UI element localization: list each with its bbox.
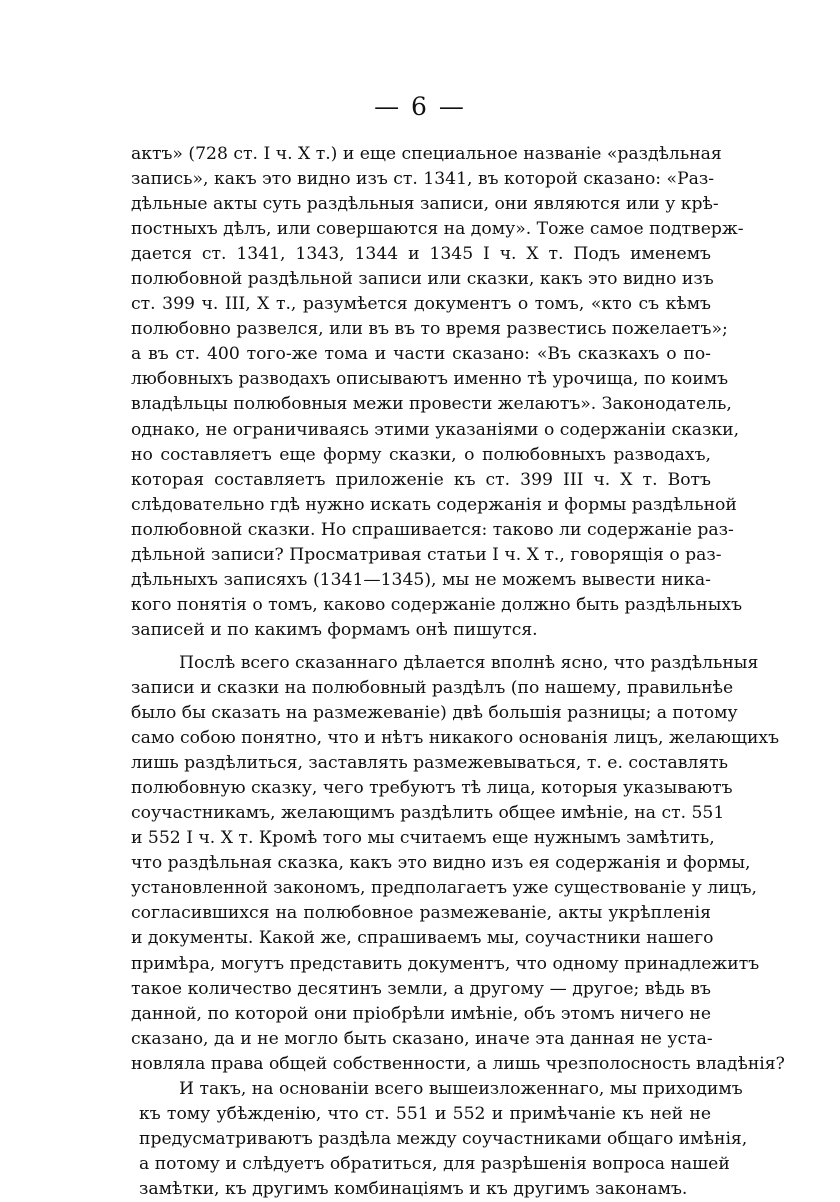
text-line: любовныхъ разводахъ описываютъ именно тѣ урочища, по коимъ [131,369,729,390]
text-line: ст. 399 ч. III, X т., разумѣется документъ о томъ, «кто съ кѣмъ [131,294,711,315]
text-line: замѣтки, къ другимъ комбинаціямъ и къ другимъ законамъ. [139,1178,688,1199]
text-line: дается ст. 1341, 1343, 1344 и 1345 I ч. X т. Подъ именемъ [131,244,711,265]
page-number: — 6 — [374,92,466,121]
text-line: лишь раздѣлиться, заставлять размежевываться, т. е. составлять [131,753,729,774]
text-line: постныхъ дѣлъ, или совершаются на дому». Тоже самое подтверж- [131,219,744,240]
text-line: соучастникамъ, желающимъ раздѣлить общее имѣніе, на ст. 551 [131,803,725,824]
text-line: сказано, да и не могло быть сказано, иначе эта данная не уста- [131,1028,713,1049]
text-line: записей и по какимъ формамъ онѣ пишутся. [131,619,538,640]
text-line: дѣльной записи? Просматривая статьи I ч. X т., говорящія о раз- [131,544,722,565]
text-line: новляла права общей собственности, а лишь чрезполосность владѣнія? [131,1053,785,1074]
text-line: запись», какъ это видно изъ ст. 1341, въ которой сказано: «Раз- [131,169,715,190]
text-line: дѣльныхъ записяхъ (1341—1345), мы не можемъ вывести ника- [131,569,711,590]
text-line: согласившихся на полюбовное размежеваніе, акты укрѣпленія [131,903,711,924]
text-line: слѣдовательно гдѣ нужно искать содержанія и формы раздѣльной [131,494,737,515]
text-line: однако, не ограничиваясь этими указаніями о содержаніи сказки, [131,419,740,440]
text-line: къ тому убѣжденію, что ст. 551 и 552 и примѣчаніе къ ней не [139,1103,711,1124]
text-line: дѣльные акты суть раздѣльныя записи, они являются или у крѣ- [131,194,719,215]
text-line: установленной закономъ, предполагаетъ уже существованіе у лицъ, [131,878,758,899]
text-line: Послѣ всего сказаннаго дѣлается вполнѣ ясно, что раздѣльныя [179,652,759,673]
text-line: полюбовную сказку, чего требуютъ тѣ лица, которыя указываютъ [131,778,733,799]
text-line: было бы сказать на размежеваніе) двѣ большія разницы; а потому [131,703,738,724]
text-line: кого понятія о томъ, каково содержаніе должно быть раздѣльныхъ [131,594,743,615]
text-line: само собою понятно, что и нѣтъ никакого основанія лицъ, желающихъ [131,728,780,749]
body-text [131,142,785,1202]
text-line: данной, по которой они пріобрѣли имѣніе, объ этомъ ничего не [131,1003,712,1024]
text-line: полюбовно развелся, или въ въ то время развестись пожелаетъ»; [131,319,728,340]
text-line: актъ» (728 ст. I ч. X т.) и еще специальное названіе «раздѣльная [131,144,722,164]
text-line: И такъ, на основаніи всего вышеизложеннаго, мы приходимъ [179,1078,743,1099]
text-line: и 552 I ч. X т. Кромѣ того мы считаемъ еще нужнымъ замѣтить, [131,828,715,849]
text-line: владѣльцы полюбовныя межи провести желаютъ». Законодатель, [131,394,732,415]
text-line: предусматриваютъ раздѣла между соучастниками общаго имѣнія, [139,1128,748,1149]
text-line: а потому и слѣдуетъ обратиться, для разрѣшенія вопроса нашей [139,1153,730,1174]
text-line: а въ ст. 400 того-же тома и части сказано: «Въ сказкахъ о по- [131,344,711,365]
text-line: которая составляетъ приложеніе къ ст. 399 III ч. X т. Вотъ [131,469,711,490]
text-line: записи и сказки на полюбовный раздѣлъ (по нашему, правильнѣе [131,677,734,698]
paragraph-gap [131,643,711,651]
text-line: что раздѣльная сказка, какъ это видно изъ ея содержанія и формы, [131,853,751,874]
text-line: такое количество десятинъ земли, а другому — другое; вѣдь въ [131,978,711,999]
text-line: полюбовной раздѣльной записи или сказки, какъ это видно изъ [131,269,714,290]
text-line: и документы. Какой же, спрашиваемъ мы, соучастники нашего [131,928,714,949]
text-line: полюбовной сказки. Но спрашивается: таково ли содержаніе раз- [131,519,734,540]
text-line: но составляетъ еще форму сказки, о полюбовныхъ разводахъ, [131,444,711,465]
text-line: примѣра, могутъ представить документъ, что одному принадлежитъ [131,953,760,974]
